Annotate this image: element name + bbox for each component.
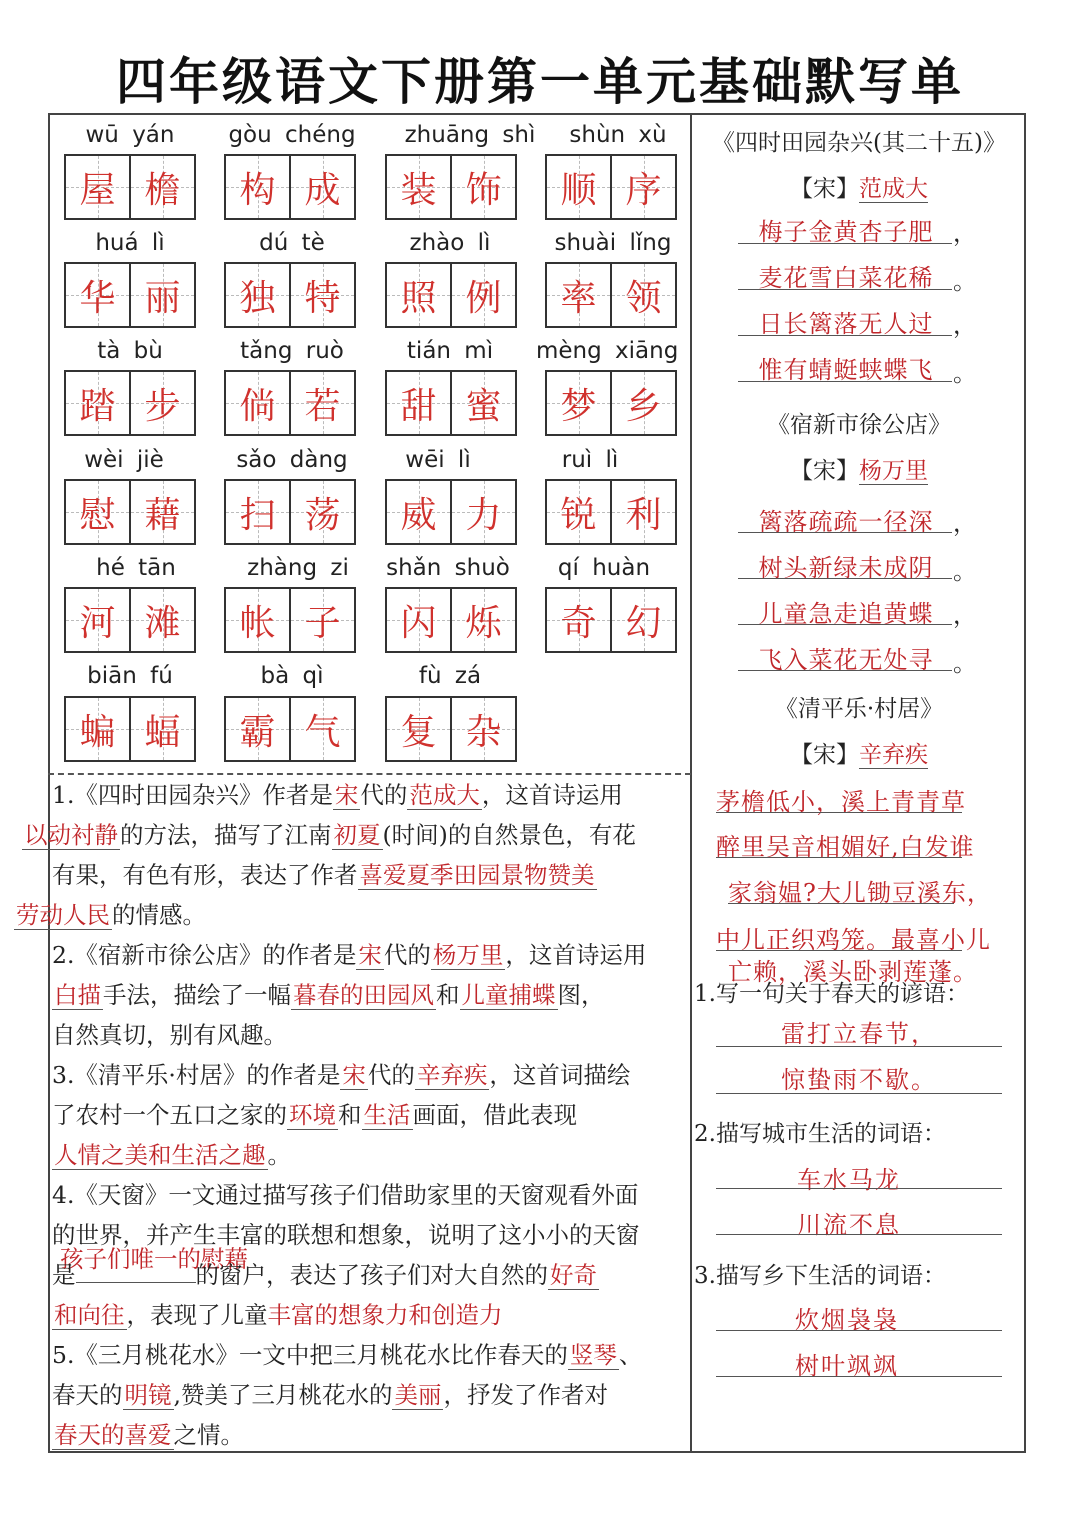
q5-text: 5.《三月桃花水》一文中把三月桃花水比作春天的 [52, 1341, 568, 1369]
char: 扫 [239, 494, 276, 536]
pinyin-label: tián mì [406, 338, 494, 364]
char: 霸 [239, 711, 276, 753]
poem-line: 麦花雪白菜花稀 [758, 264, 934, 292]
q1-text: 的情感。 [112, 901, 206, 929]
answer-line [716, 1234, 1002, 1235]
poem-line: 日长篱落无人过 [758, 310, 934, 338]
char: 照 [400, 277, 437, 319]
pinyin-label: gòu chéng [228, 122, 356, 148]
char: 例 [465, 277, 502, 319]
char: 华 [79, 277, 116, 319]
char-box [224, 154, 356, 220]
char: 蝠 [144, 711, 181, 753]
pinyin-label: zhàng zi [247, 555, 349, 581]
pinyin-label: shuài lǐng [554, 230, 672, 256]
q5-text: 之情。 [173, 1421, 244, 1449]
char: 乡 [625, 385, 662, 427]
q4-answer-2: 好奇 [550, 1261, 597, 1289]
q1-answer-author: 范成大 [409, 781, 480, 809]
char: 奇 [560, 602, 597, 644]
char-box [385, 587, 517, 653]
char: 威 [400, 494, 437, 536]
char-box [545, 262, 677, 328]
pinyin-label: fù zá [418, 663, 482, 689]
poem-author-line [694, 736, 1024, 769]
char: 若 [304, 385, 341, 427]
char: 帐 [239, 602, 276, 644]
q2-text: ，这首诗运用 [505, 941, 647, 969]
pinyin-label: wèi jiè [84, 447, 164, 473]
char: 特 [304, 277, 341, 319]
poem-line: 惟有蜻蜓蛱蝶飞 [758, 356, 934, 384]
q5-answer-1: 竖琴 [569, 1341, 617, 1369]
q2-text: 自然真切，别有风趣。 [52, 1021, 287, 1049]
pinyin-label: shǎn shuò [386, 555, 510, 581]
q4-answer-1: 孩子们唯一的慰藉 [60, 1245, 248, 1273]
q2-answer-technique: 白描 [54, 981, 101, 1009]
pinyin-label: dú tè [259, 230, 325, 256]
poem-punct: 。 [953, 557, 977, 585]
char-box [545, 479, 677, 545]
q4-blank [76, 1256, 196, 1283]
poem-author: 范成大 [859, 176, 928, 202]
char: 踏 [79, 385, 116, 427]
vocab-answer: 雷打立春节， [781, 1020, 937, 1048]
q1-text: 的方法，描写了江南 [120, 821, 332, 849]
poem-punct: ， [953, 219, 977, 247]
q2-answer-scene: 暮春的田园风 [293, 981, 434, 1009]
pinyin-label: hé tān [96, 555, 176, 581]
answer-line [716, 1093, 1002, 1094]
vocab-answer: 树叶飒飒 [795, 1352, 899, 1380]
char: 率 [560, 277, 597, 319]
answer-line [728, 903, 954, 904]
poem-title: 《宿新市徐公店》 [767, 412, 951, 438]
answer-line [738, 578, 952, 579]
q5-text: ,赞美了三月桃花水的 [173, 1381, 393, 1409]
q2-text: 手法，描绘了一幅 [103, 981, 291, 1009]
char-box [385, 696, 517, 762]
char: 滩 [144, 602, 181, 644]
q3-text: 和 [338, 1101, 362, 1129]
poem-punct: 。 [953, 267, 977, 295]
q1-answer-feeling: 喜爱夏季田园景物赞美 [359, 861, 595, 889]
poem-line: 家翁媪?大儿锄豆溪东， [728, 879, 992, 907]
poem-dynasty: 【宋】 [790, 458, 859, 484]
answer-line [716, 1330, 1002, 1331]
poem-line: 树头新绿未成阴 [758, 554, 934, 582]
answer-line [738, 624, 952, 625]
q1-answer-feeling-cont: 劳动人民 [16, 901, 110, 929]
poem-author-line [694, 452, 1024, 485]
q1-answer-time: 初夏 [333, 821, 381, 849]
q2-text: 代的 [383, 941, 431, 969]
q5-text: ，抒发了作者对 [443, 1381, 608, 1409]
pinyin-label: biān fú [87, 663, 173, 689]
page-title: 四年级语文下册第一单元基础默写单 [116, 53, 964, 111]
q2-answer-dynasty: 宋 [358, 941, 382, 969]
answer-line [716, 812, 962, 813]
q5-text: 春天的 [52, 1381, 123, 1409]
q3-text: 。 [267, 1141, 291, 1169]
char: 构 [239, 169, 276, 211]
char: 蝙 [79, 711, 116, 753]
char: 杂 [465, 711, 502, 753]
q4-text: 的窗户，表达了孩子们对大自然的 [195, 1261, 548, 1289]
q3-text: 画面，借此表现 [412, 1101, 577, 1129]
char: 利 [625, 494, 662, 536]
q2-answer-author: 杨万里 [432, 941, 504, 969]
q1-answer-method: 以动衬静 [24, 821, 118, 849]
char-box [64, 154, 196, 220]
poem-punct: ， [953, 601, 977, 629]
poem-line: 茅檐低小，溪上青青草 [716, 788, 966, 816]
poem-line: 亡赖，溪头卧剥莲蓬。 [728, 958, 978, 986]
char: 步 [144, 385, 181, 427]
poem-line: 飞入菜花无处寻 [758, 646, 934, 674]
char-box [224, 479, 356, 545]
pinyin-label: sǎo dàng [236, 447, 348, 473]
char: 子 [304, 602, 341, 644]
char: 蜜 [465, 385, 502, 427]
q1-text: (时间)的自然景色，有花 [382, 821, 636, 849]
answer-line [738, 670, 952, 671]
char: 梦 [560, 385, 597, 427]
char: 藉 [144, 494, 181, 536]
q3-answer-dynasty: 宋 [342, 1061, 366, 1089]
vocab-label: 3.描写乡下生活的词语： [694, 1263, 946, 1289]
vocab-answer: 惊蛰雨不歇。 [781, 1066, 937, 1094]
pinyin-label: ruì lì [561, 447, 619, 473]
poem-line: 篱落疏疏一径深 [758, 508, 934, 536]
q1-text: 1.《四时田园杂兴》作者是 [52, 781, 333, 809]
vocab-answer: 车水马龙 [797, 1166, 901, 1194]
q3-answer-2: 生活 [363, 1101, 411, 1129]
q5-text: 、 [618, 1341, 643, 1369]
answer-line [738, 532, 952, 533]
q1-answer-dynasty: 宋 [334, 781, 359, 809]
q4-answer-4: 丰富的想象力和创造力 [267, 1301, 503, 1329]
char: 成 [304, 169, 341, 211]
poem-author: 杨万里 [859, 458, 928, 484]
char-box [385, 370, 517, 436]
poem-punct: ， [953, 509, 977, 537]
poem-punct: ， [953, 311, 977, 339]
char: 序 [625, 169, 662, 211]
q5-answer-4: 春天的喜爱 [54, 1421, 172, 1449]
char: 力 [465, 494, 502, 536]
answer-line [738, 289, 952, 290]
q2-answer-scene2: 儿童捕蝶 [461, 981, 556, 1009]
q5-answer-2: 明镜 [124, 1381, 172, 1409]
q3-text: 3.《清平乐·村居》的作者是 [52, 1061, 341, 1089]
q3-text: 了农村一个五口之家的 [52, 1101, 287, 1129]
q3-text: ，这首词描绘 [489, 1061, 631, 1089]
char: 烁 [465, 602, 502, 644]
char-box [545, 154, 677, 220]
char: 饰 [465, 169, 502, 211]
answer-line [738, 335, 952, 336]
q4-answer-3: 和向往 [54, 1301, 125, 1329]
poem-author: 辛弃疾 [859, 742, 928, 768]
char: 倘 [239, 385, 276, 427]
answer-line [716, 1188, 1002, 1189]
pinyin-label: zhuāng shì [404, 122, 536, 148]
poem-line: 醉里吴音相媚好,白发谁 [716, 833, 975, 861]
pinyin-label: tà bù [97, 338, 163, 364]
answer-line [716, 1046, 1002, 1047]
poem-line: 儿童急走追黄蝶 [758, 600, 934, 628]
vocab-label: 2.描写城市生活的词语： [694, 1121, 946, 1147]
pinyin-label: mèng xiāng [536, 338, 679, 364]
char-box [385, 154, 517, 220]
char: 装 [400, 169, 437, 211]
q2-text: 图， [557, 981, 605, 1009]
char: 顺 [560, 169, 597, 211]
char: 荡 [304, 494, 341, 536]
answer-line [716, 1376, 1002, 1377]
q3-text: 代的 [367, 1061, 415, 1089]
char-box [224, 370, 356, 436]
q3-answer-3: 人情之美和生活之趣 [54, 1141, 266, 1169]
q3-answer-author: 辛弃疾 [416, 1061, 488, 1089]
answer-line [716, 857, 962, 858]
char: 锐 [560, 494, 597, 536]
char: 甜 [400, 385, 437, 427]
char: 领 [625, 277, 662, 319]
char-box [64, 479, 196, 545]
pinyin-label: wū yán [85, 122, 175, 148]
char-box [385, 479, 517, 545]
q4-text: 的世界，并产生丰富的联想和想象，说明了这小小的天窗 [52, 1221, 640, 1249]
char: 复 [400, 711, 437, 753]
char-box [64, 370, 196, 436]
q1-text: ，这首诗运用 [481, 781, 623, 809]
poem-punct: 。 [953, 649, 977, 677]
poem-title: 《四时田园杂兴(其二十五)》 [712, 130, 1006, 156]
vocab-label: 1.写一句关于春天的谚语： [694, 981, 969, 1007]
q1-text: 有果，有色有形，表达了作者 [52, 861, 358, 889]
answer-line [738, 243, 952, 244]
char-box [224, 696, 356, 762]
char-box [545, 370, 677, 436]
vocab-answer: 炊烟袅袅 [795, 1306, 899, 1334]
pinyin-label: bà qì [260, 663, 324, 689]
char-box [64, 696, 196, 762]
char-box [385, 262, 517, 328]
char-box [64, 262, 196, 328]
pinyin-label: zhào lì [409, 230, 491, 256]
char: 独 [239, 277, 276, 319]
q3-answer-1: 环境 [289, 1101, 336, 1129]
char-box [64, 587, 196, 653]
pinyin-label: shùn xù [569, 122, 667, 148]
q4-text: 4.《天窗》一文通过描写孩子们借助家里的天窗观看外面 [52, 1181, 639, 1209]
answer-line [738, 381, 952, 382]
poem-line: 梅子金黄杏子肥 [758, 218, 934, 246]
char: 屋 [79, 169, 116, 211]
q4-text: ，表现了儿童 [126, 1301, 268, 1329]
pinyin-label: wēi lì [405, 447, 471, 473]
pinyin-label: qí huàn [557, 555, 651, 581]
char: 闪 [400, 602, 437, 644]
char: 慰 [79, 494, 116, 536]
poem-dynasty: 【宋】 [790, 176, 859, 202]
char: 河 [79, 602, 116, 644]
poem-title: 《清平乐·村居》 [774, 696, 944, 722]
poem-punct: 。 [953, 359, 977, 387]
char-box [224, 262, 356, 328]
char-box [224, 587, 356, 653]
q4-text: 是 [52, 1261, 76, 1289]
char-box [545, 587, 677, 653]
char: 檐 [144, 169, 181, 211]
q5-answer-3: 美丽 [394, 1381, 442, 1409]
pinyin-label: tǎng ruò [240, 338, 344, 364]
char: 幻 [625, 602, 662, 644]
poem-dynasty: 【宋】 [790, 742, 859, 768]
pinyin-label: huá lì [95, 230, 165, 256]
q2-text: 和 [436, 981, 460, 1009]
vocab-answer: 川流不息 [797, 1211, 901, 1239]
poem-author-line [694, 170, 1024, 203]
q1-text: 代的 [360, 781, 408, 809]
answer-line [716, 950, 962, 951]
poem-line: 中儿正织鸡笼。最喜小儿 [716, 926, 991, 954]
q2-text: 2.《宿新市徐公店》的作者是 [52, 941, 357, 969]
column-divider [690, 113, 692, 1453]
char: 丽 [144, 277, 181, 319]
char: 气 [304, 711, 341, 753]
